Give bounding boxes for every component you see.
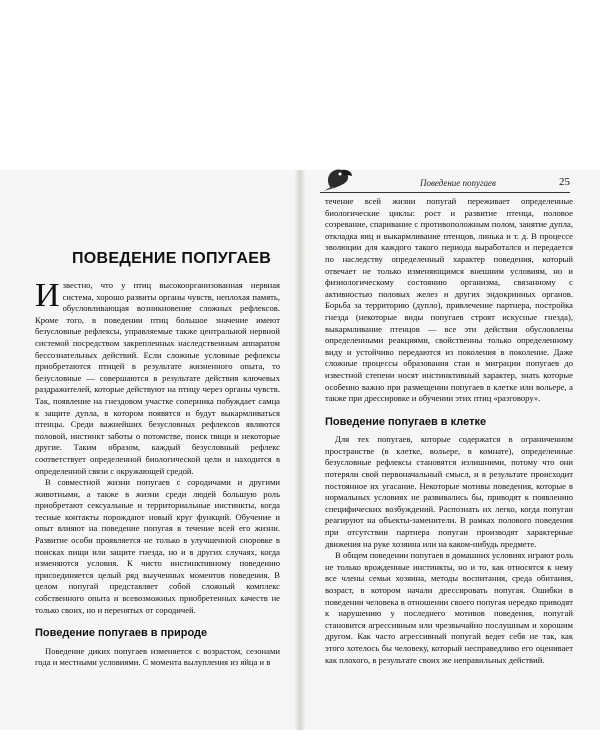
section-title-cage: Поведение попугаев в клетке [325, 415, 487, 428]
right-page-body [325, 196, 573, 666]
chapter-title: ПОВЕДЕНИЕ ПОПУГАЕВ [72, 250, 272, 267]
parrot-icon [322, 166, 356, 192]
left-paragraph-3: Поведение диких попугаев изменяется с возрастом, сезонами года и местными условиями. С момента вылупления из яйца и в [35, 645, 280, 668]
book-gutter [294, 170, 306, 730]
running-head [320, 176, 570, 193]
section-title-nature: Поведение попугаев в природе [35, 627, 208, 640]
page-number: 25 [559, 176, 570, 188]
right-paragraph-3: В общем поведении попугаев в домашних условиях играют роль не только врожденные инстинкты, но и то, как относятся к нему все члены семьи хозяина, методы воспитания, среда обитания, возраст, в котором начали дрессировать попугая. Ошибки в поведении человека в отношении своего попугая нередко приводят к нарушению у последнего мотивов поведения, попугай становится агрессивным или чрезвычайно послушным и хорошим другом. Как часто агрессивный попугай ведет себя не так, как этого хотелось бы человеку, который несправедливо его оценивает как плохого, в результате своих же неправильных действий. [325, 550, 573, 665]
intro-paragraph [35, 277, 280, 477]
right-paragraph-1: течение всей жизни попугай переживает определенные биологические циклы: рост и развитие птенца, половое созревание, спаривание с противоположным полом, занятие дупла, откладка яиц и выкармливание птенцов, линька и т. д. В процессе эволюции для каждого такого периода выработался и передается по наследству определенный характер поведения, который отвечает не только изменяющимся внешним условиям, но и физиологическому состоянию организма, связанному с активностью половых желез и других эндокринных органов. Борьба за территорию (дупло), привлечение партнера, постройка гнезда (некоторые виды попугаев строят искусные гнезда), выкармливание птенцов — все эти действия обусловлены определенными реакциями, свойственны только определенному виду и устойчиво передаются из поколения в поколение. Даже сложные процессы образования стаи и миграции попугаев до известной степени носят инстинктивный характер, знать которые особенно важно при размещении попугаев в клетке или вольере, а также при дрессировке и обучении этих птиц «разговору». [325, 196, 573, 404]
running-head-title: Поведение попугаев [420, 178, 496, 188]
left-page-body [35, 277, 280, 669]
right-paragraph-2: Для тех попугаев, которые содержатся в ограниченном пространстве (в клетке, вольере, в комнате), определенные безусловные рефлексы становятся излишними, потому что они потеряли свой первоначальный смысл, и в результате происходит постоянное их угасание. Некоторые мотивы поведения, которые в нормальных условиях не развивались бы, приводят к появлению специфических возбуждений. Распознать их легко, когда попугаи реагируют на объекты-заменители. В рамках полового поведения при отсутствии партнера попугаи производят характерные движения на руке хозяина или на каком-нибудь предмете. [325, 434, 573, 549]
drop-cap: И [35, 277, 60, 314]
intro-text: звестно, что у птиц высокоорганизованная нервная система, хорошо развиты органы чувств, неплохая память, обусловливающая возникновение сложных рефлексов. Кроме того, в поведении птиц большое значение имеют безусловные рефлексы, управляемые также центральной нервной системой посредством закрепленных наследственным аппаратом бессознательных действий. Если сложные условные рефлексы приобретаются птицей в результате жизненного опыта, то безусловные — совершаются в результате действия ключевых раздражителей, которые действуют на птицу через органы чувств. Так, появление на гнездовом участке соперника побуждает самца к защите дупла, в котором появятся и будут выкармливаться птенцы. Среди важнейших безусловных рефлексов являются половой, инстинкт заботы о потомстве, поиск пищи и некоторые другие. Таким образом, каждый безусловный рефлекс соответствует определенной биологической цели и находится в определенной связи с окружающей средой. [35, 280, 280, 476]
left-paragraph-2: В совместной жизни попугаев с сородичами и другими животными, а также в жизни среди людей большую роль приобретают сексуальные и территориальные инстинкты, когда тесные контакты порождают новый круг функций. Обучение и опыт влияют на поведение попугая в течение всей его жизни. Развитие особи проявляется не только в улучшенной сноровке в поисках пищи или защите гнезда, но и в других случаях, когда изменяются условия. К чисто инстинктивному поведению присоединяется целый ряд выученных моментов поведения. В целом попугай представляет собой сложный комплекс собственного опыта и всевозможных приобретенных качеств не только своих, но и перенятых от сородичей. [35, 477, 280, 615]
